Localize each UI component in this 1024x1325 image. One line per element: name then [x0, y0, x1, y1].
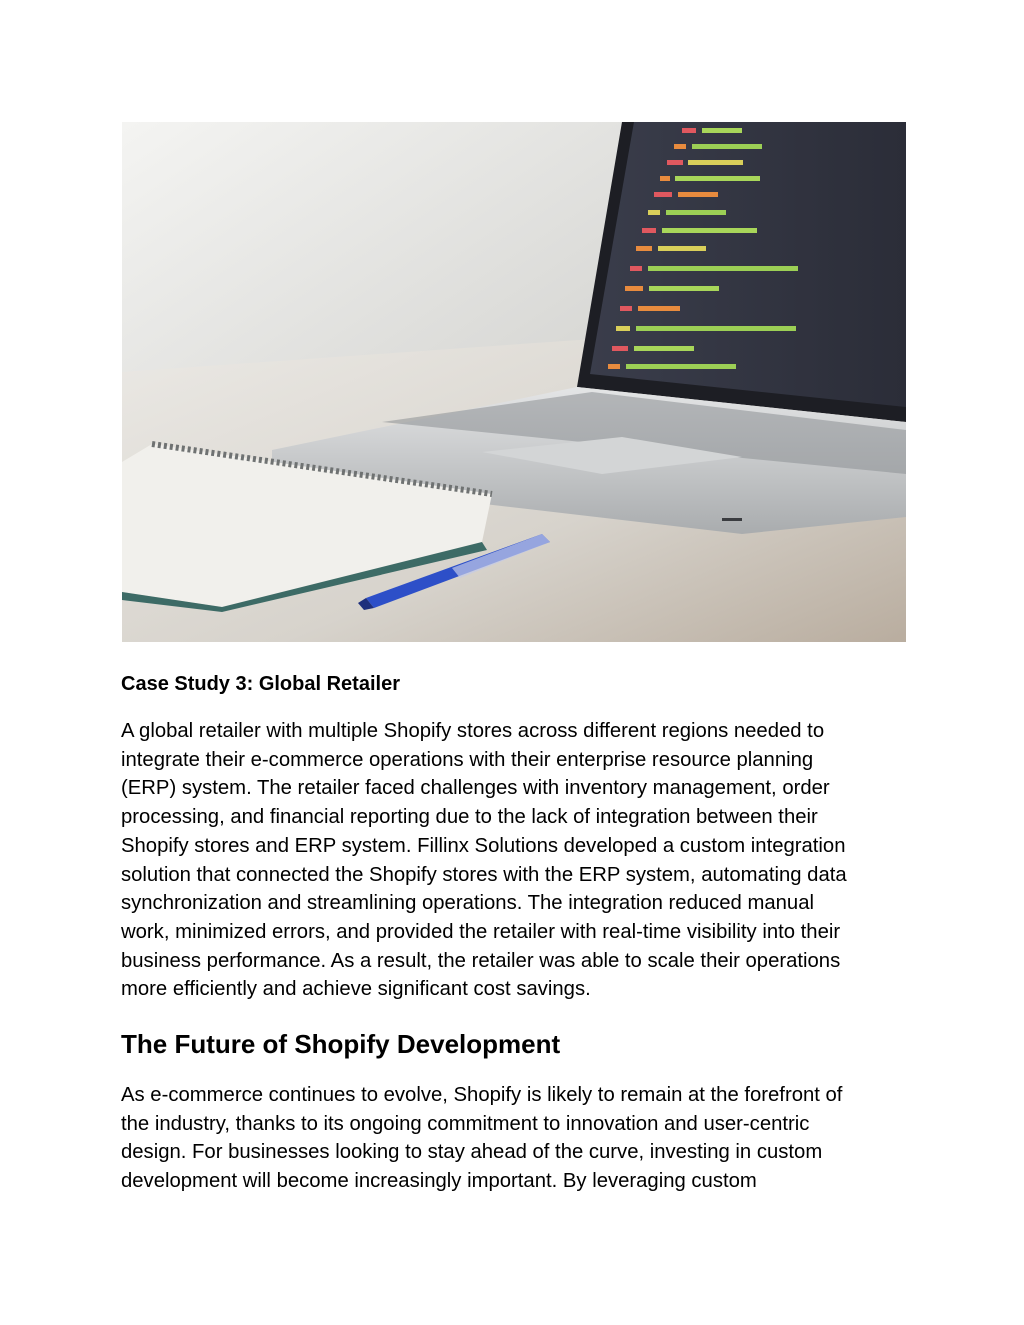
case-study-line: A global retailer with multiple Shopify stores across different regions needed to	[121, 720, 825, 742]
case-study-line: more efficiently and achieve significant cost savings.	[121, 978, 591, 1001]
future-section-line: As e-commerce continues to evolve, Shopify is likely to remain at the forefront of	[121, 1084, 843, 1106]
future-section-paragraph	[121, 1081, 921, 1196]
future-section-line: the industry, thanks to its ongoing commitment to innovation and user-centric	[121, 1112, 810, 1135]
case-study-line: Shopify stores and ERP system. Fillinx Solutions developed a custom integration	[121, 834, 846, 857]
case-study-paragraph	[121, 717, 921, 1004]
future-section-heading: The Future of Shopify Development	[121, 1029, 561, 1059]
future-section-line: development will become increasingly important. By leveraging custom	[121, 1170, 757, 1193]
case-study-line: solution that connected the Shopify stores with the ERP system, automating data	[121, 863, 847, 886]
laptop-indicator-light	[722, 518, 742, 521]
case-study-line: processing, and financial reporting due to the lack of integration between their	[121, 806, 818, 829]
laptop-notebook-photo	[122, 122, 906, 642]
photo-illustration	[122, 122, 906, 642]
case-study-line: (ERP) system. The retailer faced challenges with inventory management, order	[121, 777, 830, 800]
case-study-heading: Case Study 3: Global Retailer	[121, 673, 400, 695]
case-study-line: business performance. As a result, the retailer was able to scale their operations	[121, 949, 841, 972]
case-study-line: integrate their e-commerce operations with their enterprise resource planning	[121, 748, 814, 771]
future-section-line: design. For businesses looking to stay ahead of the curve, investing in custom	[121, 1141, 823, 1164]
case-study-line: work, minimized errors, and provided the retailer with real-time visibility into their	[121, 920, 841, 943]
case-study-line: synchronization and streamlining operations. The integration reduced manual	[121, 892, 814, 915]
